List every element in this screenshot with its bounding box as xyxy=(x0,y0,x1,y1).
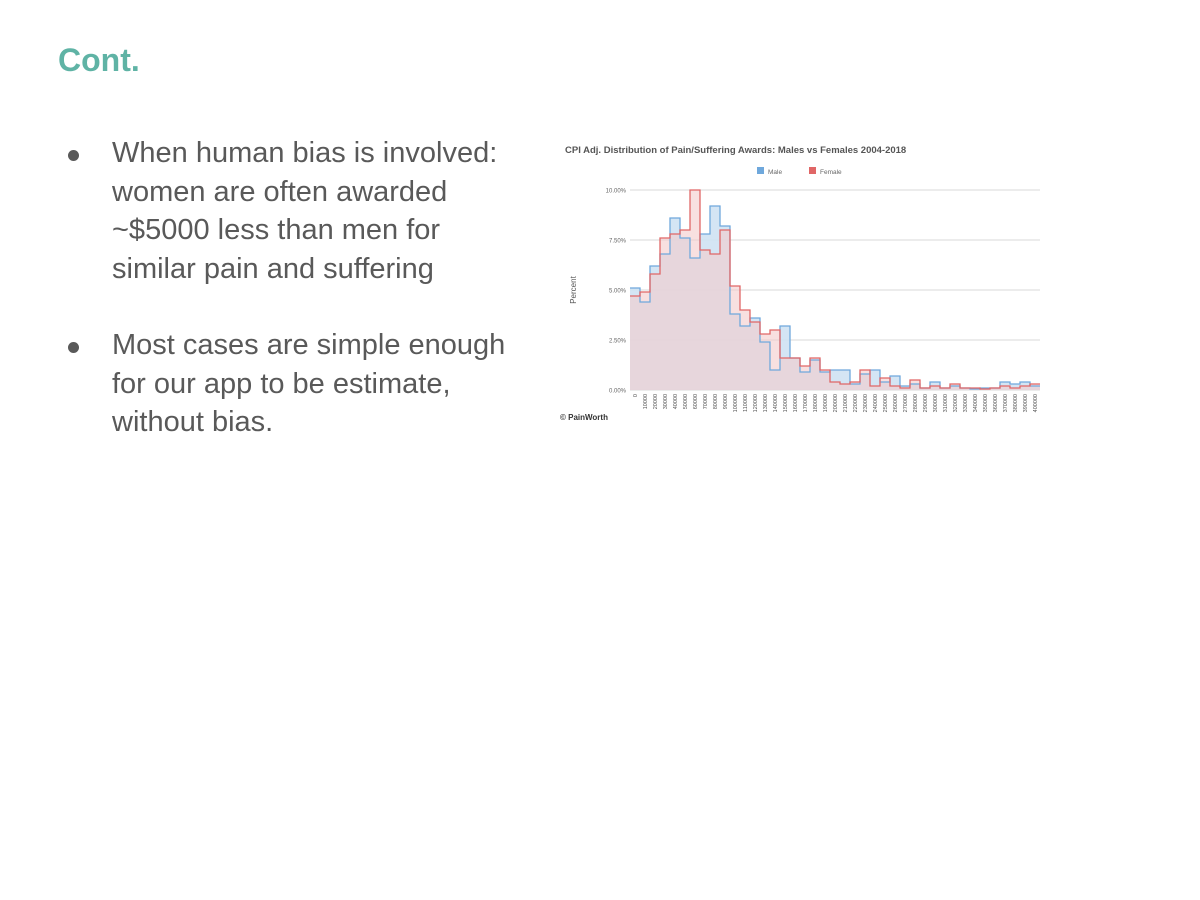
legend-swatch-male xyxy=(757,167,764,174)
x-tick-label: 160000 xyxy=(793,394,799,413)
painworth-watermark: © PainWorth xyxy=(560,413,608,422)
bullet-list xyxy=(62,134,512,480)
x-tick-label: 360000 xyxy=(993,394,999,413)
x-tick-label: 40000 xyxy=(673,394,679,410)
x-tick-label: 60000 xyxy=(693,394,699,410)
x-tick-label: 150000 xyxy=(783,394,789,413)
x-tick-label: 100000 xyxy=(733,394,739,413)
y-tick-label: 10.00% xyxy=(605,188,626,195)
y-tick-label: 2.50% xyxy=(608,338,626,345)
x-tick-label: 330000 xyxy=(963,394,969,413)
x-tick-label: 340000 xyxy=(973,394,979,413)
x-tick-label: 180000 xyxy=(813,394,819,413)
x-tick-label: 80000 xyxy=(713,394,719,410)
x-tick-label: 260000 xyxy=(893,394,899,413)
x-tick-label: 190000 xyxy=(823,394,829,413)
x-tick-label: 130000 xyxy=(763,394,769,413)
x-tick-label: 380000 xyxy=(1013,394,1019,413)
x-tick-label: 390000 xyxy=(1023,394,1029,413)
x-tick-label: 20000 xyxy=(653,394,659,410)
legend-label-male: Male xyxy=(768,169,783,176)
x-tick-label: 30000 xyxy=(663,394,669,410)
x-tick-label: 140000 xyxy=(773,394,779,413)
x-tick-label: 300000 xyxy=(933,394,939,413)
x-tick-label: 10000 xyxy=(643,394,649,410)
x-tick-label: 90000 xyxy=(723,394,729,410)
x-tick-label: 400000 xyxy=(1033,394,1039,413)
x-tick-label: 270000 xyxy=(903,394,909,413)
x-tick-label: 310000 xyxy=(943,394,949,413)
y-tick-label: 0.00% xyxy=(608,388,626,395)
legend-swatch-female xyxy=(809,167,816,174)
x-tick-label: 290000 xyxy=(923,394,929,413)
x-tick-label: 220000 xyxy=(853,394,859,413)
awards-distribution-chart xyxy=(555,134,1050,434)
x-tick-label: 210000 xyxy=(843,394,849,413)
x-tick-label: 240000 xyxy=(873,394,879,413)
x-tick-labels xyxy=(633,394,1039,412)
x-tick-label: 350000 xyxy=(983,394,989,413)
y-tick-label: 7.50% xyxy=(608,238,626,245)
x-tick-label: 120000 xyxy=(753,394,759,413)
bullet-bias: When human bias is involved: women are often awarded ~$5000 less than men for similar pain and suffering xyxy=(62,134,512,288)
x-tick-label: 250000 xyxy=(883,394,889,413)
y-tick-labels xyxy=(606,189,627,395)
x-tick-label: 70000 xyxy=(703,394,709,410)
chart-title: CPI Adj. Distribution of Pain/Suffering Awards: Males vs Females 2004-2018 xyxy=(565,145,907,156)
x-tick-label: 170000 xyxy=(803,394,809,413)
x-tick-label: 110000 xyxy=(743,394,749,412)
x-tick-label: 0 xyxy=(633,394,639,398)
slide-title: Cont. xyxy=(58,42,140,78)
y-tick-label: 5.00% xyxy=(608,288,626,295)
x-tick-label: 50000 xyxy=(683,394,689,410)
bullet-simple-cases: Most cases are simple enough for our app to be estimate, without bias. xyxy=(62,326,512,442)
chart-legend xyxy=(757,167,842,176)
y-axis-label: Percent xyxy=(569,276,578,304)
legend-label-female: Female xyxy=(820,169,842,176)
x-tick-label: 230000 xyxy=(863,394,869,413)
x-tick-label: 280000 xyxy=(913,394,919,413)
x-tick-label: 320000 xyxy=(953,394,959,413)
x-tick-label: 200000 xyxy=(833,394,839,413)
chart-svg xyxy=(555,134,1050,434)
x-tick-label: 370000 xyxy=(1003,394,1009,413)
